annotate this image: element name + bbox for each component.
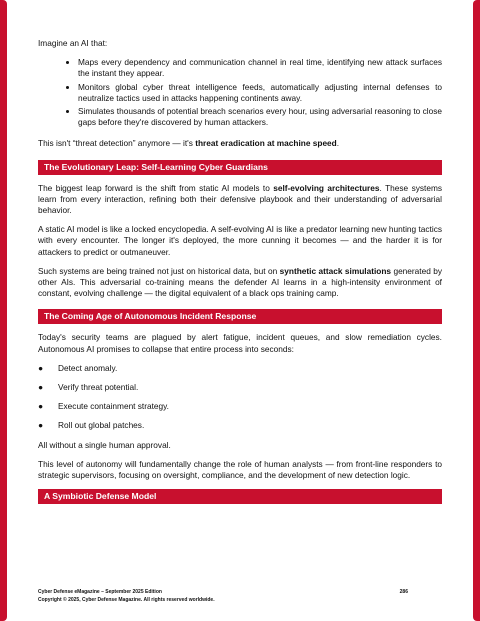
emphasis: threat eradication at machine speed [195, 138, 337, 149]
page-footer [38, 588, 442, 604]
paragraph: The biggest leap forward is the shift from static AI models to self-evolving architectures. These systems learn from every interaction, refining both their defensive playbook and their understanding of adversarial behavior. [38, 182, 443, 216]
intro-paragraph: Imagine an AI that: [38, 38, 108, 48]
bullet-icon: ● [38, 382, 44, 393]
step-item: ● Execute containment strategy. [38, 401, 169, 412]
section-heading: The Evolutionary Leap: Self-Learning Cyber Guardians [38, 160, 442, 175]
step-item: ● Roll out global patches. [38, 420, 145, 431]
bullet-icon: ● [38, 401, 44, 412]
emphasis: synthetic attack simulations [279, 265, 392, 276]
paragraph: All without a single human approval. [38, 439, 171, 450]
closing-paragraph: This isn't “threat detection” anymore — it's threat eradication at machine speed. [38, 138, 340, 149]
step-item: ● Verify threat potential. [38, 382, 139, 393]
paragraph: Such systems are being trained not just on historical data, but on synthetic attack simulations generated by other AIs. This adversarial co-training means the defender AI learns in a high-intensity environment of constant, evolving challenge — the digital equivalent of a black ops training camp. [38, 265, 443, 299]
bullet-icon: ● [38, 362, 44, 373]
step-item: ● Detect anomaly. [38, 362, 118, 373]
right-red-border [473, 0, 480, 621]
article-body [38, 38, 442, 512]
paragraph: Today's security teams are plagued by alert fatigue, incident queues, and slow remediation cycles. Autonomous AI promises to collapse that entire process into seconds: [38, 332, 442, 354]
edition-label: Cyber Defense eMagazine – September 2025 Edition [38, 589, 162, 595]
section-heading: A Symbiotic Defense Model [38, 489, 442, 504]
bullet-icon: ● [38, 420, 44, 431]
list-item: • Maps every dependency and communication channel in real time, identifying new attack surfaces the instant they appear. [78, 57, 442, 79]
capability-list [38, 57, 442, 128]
paragraph: This level of autonomy will fundamentally change the role of human analysts — from front-line responders to strategic supervisors, focusing on oversight, compliance, and the development of new detection logic. [38, 458, 442, 481]
page-number: 286 [399, 589, 408, 595]
section-heading: The Coming Age of Autonomous Incident Response [38, 309, 442, 324]
left-red-border [0, 0, 7, 621]
paragraph: A static AI model is like a locked encyclopedia. A self-evolving AI is like a predator learning new hunting tactics with every encounter. The longer it's deployed, the more cunning it becomes — and the harder it is for attackers to predict or outmaneuver. [38, 224, 442, 257]
copyright: Copyright © 2025, Cyber Defense Magazine. All rights reserved worldwide. [38, 597, 215, 603]
list-item: • Monitors global cyber threat intelligence feeds, automatically adjusting internal defenses to neutralize tactics used in attacks happening continents away. [78, 82, 442, 104]
list-item: • Simulates thousands of potential breach scenarios every hour, using adversarial reasoning to close gaps before they're discovered by human attackers. [78, 106, 442, 128]
emphasis: self-evolving architectures [273, 182, 380, 193]
